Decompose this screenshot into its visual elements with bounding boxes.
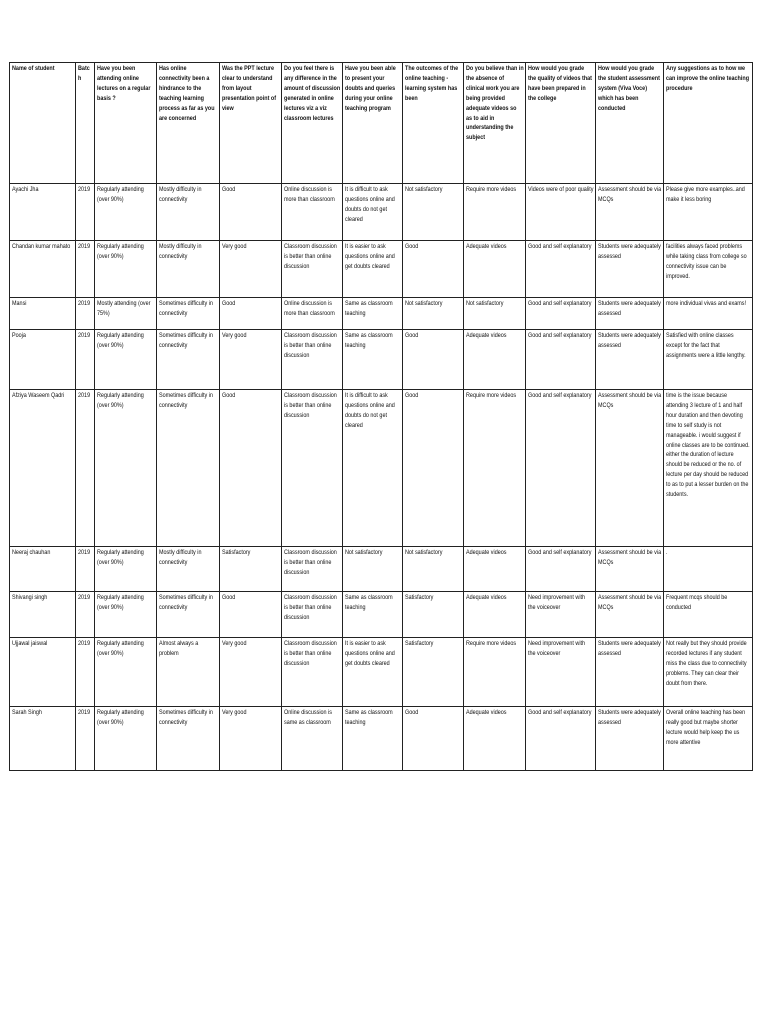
cell-batch: 2019	[76, 638, 95, 707]
cell-video-quality: Need improvement with the voiceover	[526, 592, 596, 638]
cell-batch: 2019	[76, 330, 95, 390]
cell-assessment: Students were adequately assessed	[596, 298, 664, 330]
cell-attendance: Regularly attending (over 90%)	[95, 184, 157, 241]
cell-video-quality: Videos were of poor quality	[526, 184, 596, 241]
cell-attendance: Regularly attending (over 90%)	[95, 707, 157, 771]
cell-name-of-student: Ayachi Jha	[10, 184, 76, 241]
cell-discussion: Classroom discussion is better than online discussion	[282, 241, 343, 298]
cell-video-quality: Good and self explanatory	[526, 707, 596, 771]
cell-suggestions: more individual vivas and exams!	[664, 298, 753, 330]
cell-outcomes: Good	[403, 241, 464, 298]
cell-suggestions: Please give more examples..and make it less boring	[664, 184, 753, 241]
cell-discussion: Online discussion is more than classroom	[282, 184, 343, 241]
header-batch: Batch	[76, 63, 95, 184]
cell-video-quality: Need improvement with the voiceover	[526, 638, 596, 707]
cell-doubts: Same as classroom teaching	[343, 330, 403, 390]
header-discussion: Do you feel there is any difference in the amount of discussion generated in online lectures viz a viz classroom lectures	[282, 63, 343, 184]
cell-attendance: Regularly attending (over 90%)	[95, 638, 157, 707]
cell-ppt-clarity: Very good	[220, 330, 282, 390]
cell-batch: 2019	[76, 390, 95, 547]
header-connectivity: Has online connectivity been a hindrance to the teaching learning process as far as you are concerned	[157, 63, 220, 184]
cell-attendance: Regularly attending (over 90%)	[95, 390, 157, 547]
cell-discussion: Online discussion is same as classroom	[282, 707, 343, 771]
cell-videos-adequacy: Adequate videos	[464, 592, 526, 638]
cell-batch: 2019	[76, 184, 95, 241]
cell-doubts: Same as classroom teaching	[343, 707, 403, 771]
cell-attendance: Regularly attending (over 90%)	[95, 547, 157, 592]
cell-outcomes: Good	[403, 330, 464, 390]
cell-doubts: It is easier to ask questions online and get doubts cleared	[343, 241, 403, 298]
cell-attendance: Regularly attending (over 90%)	[95, 592, 157, 638]
cell-doubts: Not satisfactory	[343, 547, 403, 592]
cell-connectivity: Mostly difficulty in connectivity	[157, 241, 220, 298]
cell-ppt-clarity: Good	[220, 298, 282, 330]
table-row	[10, 707, 753, 771]
cell-connectivity: Sometimes difficulty in connectivity	[157, 330, 220, 390]
cell-assessment: Students were adequately assessed	[596, 707, 664, 771]
header-assessment: How would you grade the student assessment system (Viva Voce) which has been conducted	[596, 63, 664, 184]
cell-name-of-student: Afziya Waseem Qadri	[10, 390, 76, 547]
cell-discussion: Classroom discussion is better than online discussion	[282, 592, 343, 638]
cell-ppt-clarity: Satisfactory	[220, 547, 282, 592]
cell-video-quality: Good and self explanatory	[526, 390, 596, 547]
cell-batch: 2019	[76, 241, 95, 298]
cell-outcomes: Satisfactory	[403, 638, 464, 707]
cell-doubts: Same as classroom teaching	[343, 298, 403, 330]
cell-connectivity: Sometimes difficulty in connectivity	[157, 390, 220, 547]
cell-connectivity: Sometimes difficulty in connectivity	[157, 707, 220, 771]
table-row	[10, 592, 753, 638]
cell-discussion: Online discussion is more than classroom	[282, 298, 343, 330]
cell-suggestions: time is the issue because attending 3 lecture of 1 and half hour duration and then devoting time to self study is not manageable. i would suggest if online classes are to be continued. either the duration of lecture should be reduced or the no. of lecture per day should be reduced to as to put a lesser burden on the students.	[664, 390, 753, 547]
cell-name-of-student: Shivangi singh	[10, 592, 76, 638]
header-video-quality: How would you grade the quality of videos that have been prepared in the college	[526, 63, 596, 184]
cell-doubts: It is easier to ask questions online and get doubts cleared	[343, 638, 403, 707]
cell-name-of-student: Neeraj chauhan	[10, 547, 76, 592]
header-name-of-student: Name of student	[10, 63, 76, 184]
cell-videos-adequacy: Adequate videos	[464, 241, 526, 298]
header-doubts: Have you been able to present your doubts and queries during your online teaching program	[343, 63, 403, 184]
table-row	[10, 547, 753, 592]
cell-video-quality: Good and self explanatory	[526, 298, 596, 330]
table-row	[10, 638, 753, 707]
header-attendance: Have you been attending online lectures on a regular basis ?	[95, 63, 157, 184]
cell-suggestions: Satisfied with online classes except for the fact that assignments were a little lengthy.	[664, 330, 753, 390]
cell-ppt-clarity: Good	[220, 184, 282, 241]
cell-outcomes: Good	[403, 707, 464, 771]
cell-connectivity: Sometimes difficulty in connectivity	[157, 298, 220, 330]
cell-suggestions: facilities always faced problems while taking class from college so connectivity issue can be improved.	[664, 241, 753, 298]
cell-attendance: Regularly attending (over 90%)	[95, 330, 157, 390]
cell-outcomes: Not satisfactory	[403, 298, 464, 330]
table-row	[10, 390, 753, 547]
cell-ppt-clarity: Very good	[220, 707, 282, 771]
cell-connectivity: Mostly difficulty in connectivity	[157, 547, 220, 592]
cell-videos-adequacy: Require more videos	[464, 390, 526, 547]
cell-batch: 2019	[76, 547, 95, 592]
cell-discussion: Classroom discussion is better than online discussion	[282, 390, 343, 547]
table-row	[10, 184, 753, 241]
header-videos-adequacy: Do you believe than in the absence of clinical work you are being provided adequate videos so as to aid in understanding the subject	[464, 63, 526, 184]
table-row	[10, 241, 753, 298]
cell-assessment: Assessment should be via MCQs	[596, 592, 664, 638]
cell-suggestions: Frequent mcqs should be conducted	[664, 592, 753, 638]
header-suggestions: Any suggestions as to how we can improve the online teaching procedure	[664, 63, 753, 184]
header-outcomes: The outcomes of the online teaching - learning system has been	[403, 63, 464, 184]
table-body	[10, 184, 753, 771]
cell-outcomes: Satisfactory	[403, 592, 464, 638]
cell-videos-adequacy: Adequate videos	[464, 547, 526, 592]
cell-outcomes: Not satisfactory	[403, 547, 464, 592]
cell-videos-adequacy: Not satisfactory	[464, 298, 526, 330]
cell-videos-adequacy: Adequate videos	[464, 330, 526, 390]
cell-ppt-clarity: Good	[220, 390, 282, 547]
survey-table	[9, 62, 753, 771]
cell-video-quality: Good and self explanatory	[526, 547, 596, 592]
table-row	[10, 298, 753, 330]
cell-attendance: Regularly attending (over 90%)	[95, 241, 157, 298]
cell-assessment: Assessment should be via MCQs	[596, 547, 664, 592]
cell-videos-adequacy: Adequate videos	[464, 707, 526, 771]
cell-assessment: Assessment should be via MCQs	[596, 184, 664, 241]
cell-doubts: It is difficult to ask questions online and doubts do not get cleared	[343, 390, 403, 547]
cell-outcomes: Not satisfactory	[403, 184, 464, 241]
cell-videos-adequacy: Require more videos	[464, 638, 526, 707]
cell-suggestions: Overall online teaching has been really good but maybe shorter lecture would help keep the us more attentive	[664, 707, 753, 771]
cell-name-of-student: Pooja	[10, 330, 76, 390]
header-ppt-clarity: Was the PPT lecture clear to understand from layout presentation point of view	[220, 63, 282, 184]
cell-videos-adequacy: Require more videos	[464, 184, 526, 241]
cell-ppt-clarity: Very good	[220, 241, 282, 298]
cell-batch: 2019	[76, 707, 95, 771]
cell-batch: 2019	[76, 298, 95, 330]
cell-outcomes: Good	[403, 390, 464, 547]
cell-assessment: Students were adequately assessed	[596, 241, 664, 298]
cell-connectivity: Almost always a problem	[157, 638, 220, 707]
cell-connectivity: Mostly difficulty in connectivity	[157, 184, 220, 241]
cell-discussion: Classroom discussion is better than online discussion	[282, 330, 343, 390]
cell-assessment: Assessment should be via MCQs	[596, 390, 664, 547]
cell-doubts: It is difficult to ask questions online and doubts do not get cleared	[343, 184, 403, 241]
cell-name-of-student: Ujjawal jaiswal	[10, 638, 76, 707]
cell-suggestions: Not really but they should provide recorded lectures if any student miss the class due to connectivity problems. They can clear their doubt from there.	[664, 638, 753, 707]
cell-name-of-student: Sarah Singh	[10, 707, 76, 771]
cell-assessment: Students were adequately assessed	[596, 330, 664, 390]
survey-sheet	[9, 62, 753, 771]
cell-name-of-student: Mansi	[10, 298, 76, 330]
cell-discussion: Classroom discussion is better than online discussion	[282, 547, 343, 592]
cell-ppt-clarity: Very good	[220, 638, 282, 707]
cell-name-of-student: Chandan kumar mahato	[10, 241, 76, 298]
cell-suggestions: .	[664, 547, 753, 592]
cell-video-quality: Good and self explanatory	[526, 330, 596, 390]
cell-discussion: Classroom discussion is better than online discussion	[282, 638, 343, 707]
cell-assessment: Students were adequately assessed	[596, 638, 664, 707]
cell-attendance: Mostly attending (over 75%)	[95, 298, 157, 330]
table-row	[10, 330, 753, 390]
cell-doubts: Same as classroom teaching	[343, 592, 403, 638]
header-row	[10, 63, 753, 184]
cell-batch: 2019	[76, 592, 95, 638]
cell-video-quality: Good and self explanatory	[526, 241, 596, 298]
cell-ppt-clarity: Good	[220, 592, 282, 638]
cell-connectivity: Sometimes difficulty in connectivity	[157, 592, 220, 638]
